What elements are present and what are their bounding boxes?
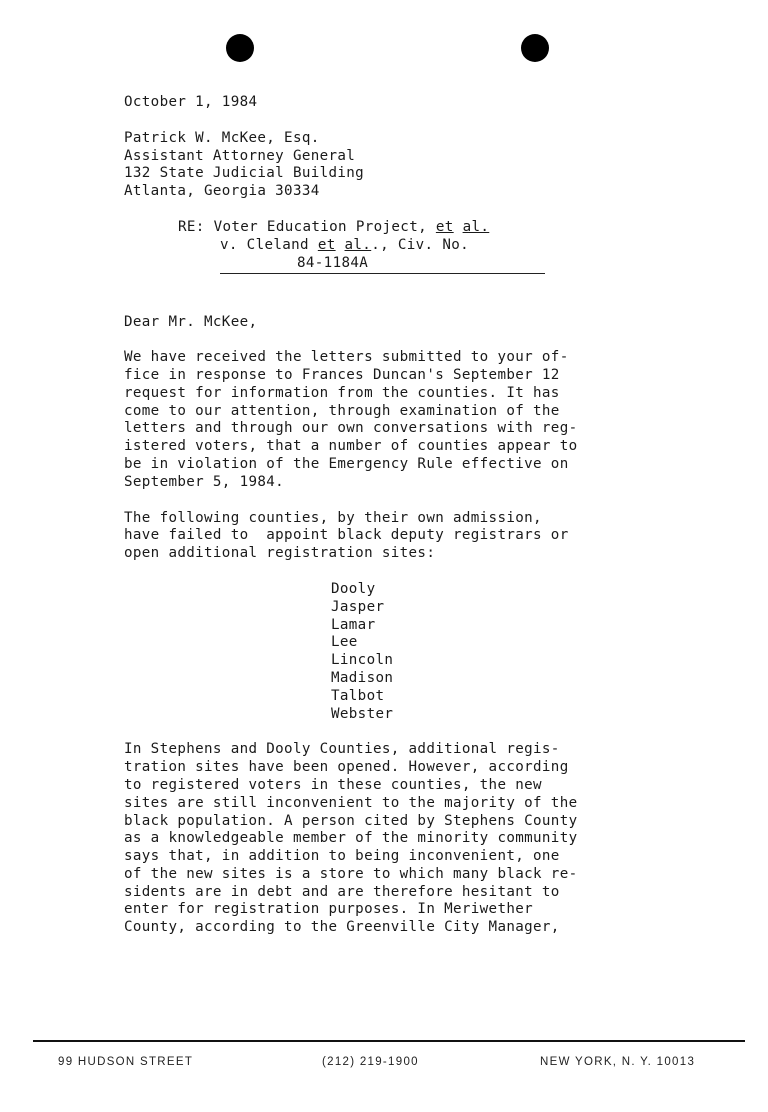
county-item: Jasper bbox=[331, 598, 385, 615]
footer-divider bbox=[33, 1040, 745, 1042]
paragraph-line: says that, in addition to being inconvenient, one bbox=[124, 848, 560, 865]
paragraph-line: sites are still inconvenient to the majority of the bbox=[124, 794, 578, 811]
re-line-2 bbox=[220, 237, 684, 255]
paragraph-line: as a knowledgeable member of the minority community bbox=[124, 830, 578, 847]
paragraph-line: County, according to the Greenville City Manager, bbox=[124, 919, 560, 936]
recipient-address bbox=[124, 130, 684, 201]
county-item: Lamar bbox=[331, 616, 376, 633]
recipient-line: Assistant Attorney General bbox=[124, 147, 356, 164]
paragraph-line: September 5, 1984. bbox=[124, 473, 285, 490]
paragraph-line: black population. A person cited by Stephens County bbox=[124, 812, 578, 829]
county-item: Lee bbox=[331, 634, 358, 651]
paragraph-1 bbox=[124, 349, 684, 491]
county-item: Talbot bbox=[331, 687, 385, 704]
paragraph-line: come to our attention, through examination of the bbox=[124, 402, 560, 419]
salutation: Dear Mr. McKee, bbox=[124, 314, 258, 331]
re-case-name: Voter Education Project, bbox=[213, 218, 436, 235]
re-block bbox=[124, 219, 684, 274]
paragraph-line: open additional registration sites: bbox=[124, 545, 436, 562]
footer-city: NEW YORK, N. Y. 10013 bbox=[540, 1056, 696, 1068]
re-underline bbox=[220, 273, 545, 274]
re-line-1 bbox=[178, 219, 684, 237]
re-case-name-2: v. Cleland bbox=[220, 236, 318, 253]
punch-hole-left bbox=[226, 34, 254, 62]
footer-phone: (212) 219-1900 bbox=[322, 1056, 419, 1068]
paragraph-line: to registered voters in these counties, the new bbox=[124, 776, 542, 793]
re-et-2: et bbox=[317, 236, 336, 253]
paragraph-line: have failed to appoint black deputy registrars or bbox=[124, 527, 569, 544]
county-item: Lincoln bbox=[331, 652, 394, 669]
paragraph-line: In Stephens and Dooly Counties, additional regis- bbox=[124, 741, 560, 758]
re-civ: ., Civ. No. bbox=[371, 236, 470, 253]
letter-body bbox=[124, 94, 684, 955]
paragraph-line: We have received the letters submitted to your of- bbox=[124, 349, 569, 366]
county-item: Dooly bbox=[331, 580, 376, 597]
paragraph-line: be in violation of the Emergency Rule effective on bbox=[124, 455, 569, 472]
county-item: Madison bbox=[331, 669, 394, 686]
re-al: al. bbox=[462, 218, 490, 235]
paragraph-line: tration sites have been opened. However, according bbox=[124, 759, 569, 776]
recipient-line: Patrick W. McKee, Esq. bbox=[124, 129, 320, 146]
paragraph-line: istered voters, that a number of counties appear to bbox=[124, 438, 578, 455]
paragraph-line: letters and through our own conversations with reg- bbox=[124, 420, 578, 437]
county-item: Webster bbox=[331, 705, 394, 722]
recipient-line: Atlanta, Georgia 30334 bbox=[124, 183, 320, 200]
punch-hole-right bbox=[521, 34, 549, 62]
paragraph-line: of the new sites is a store to which many black re- bbox=[124, 865, 578, 882]
re-al-2: al. bbox=[344, 236, 372, 253]
paragraph-line: sidents are in debt and are therefore hesitant to bbox=[124, 883, 560, 900]
footer-street-address: 99 HUDSON STREET bbox=[58, 1056, 194, 1068]
letter-date: October 1, 1984 bbox=[124, 94, 258, 110]
paragraph-line: The following counties, by their own admission, bbox=[124, 509, 542, 526]
paragraph-line: enter for registration purposes. In Meriwether bbox=[124, 901, 534, 918]
paragraph-2 bbox=[124, 510, 684, 563]
recipient-line: 132 State Judicial Building bbox=[124, 165, 365, 182]
re-case-number: 84-1184A bbox=[297, 254, 369, 271]
paragraph-line: fice in response to Frances Duncan's September 12 bbox=[124, 366, 560, 383]
paragraph-3 bbox=[124, 741, 684, 937]
county-list bbox=[331, 581, 684, 723]
paragraph-line: request for information from the counties. It has bbox=[124, 384, 560, 401]
re-et: et bbox=[435, 218, 454, 235]
re-prefix: RE: bbox=[178, 218, 214, 235]
